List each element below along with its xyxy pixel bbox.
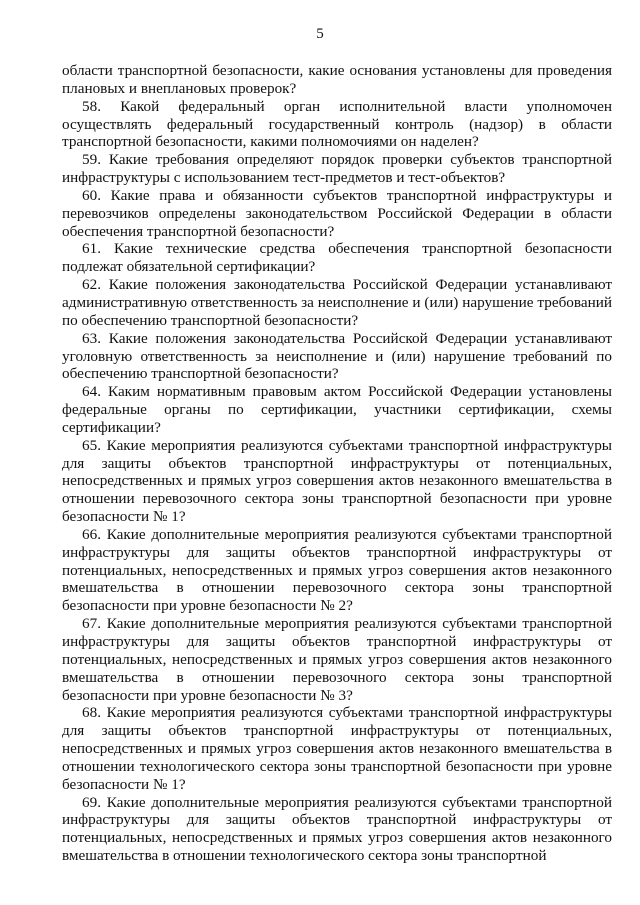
question-61: 61. Какие технические средства обеспечения транспортной безопасности подлежат обязательной сертификации? [62,240,612,276]
question-68: 68. Какие мероприятия реализуются субъектами транспортной инфраструктуры для защиты объектов транспортной инфраструктуры от потенциальных, непосредственных и прямых угроз совершения актов незаконного вмешательства в отношении технологического сектора зоны транспортной безопасности при уровне безопасности № 1? [62,704,612,793]
question-60: 60. Какие права и обязанности субъектов транспортной инфраструктуры и перевозчиков определены законодательством Российской Федерации в области обеспечения транспортной безопасности? [62,186,612,240]
question-66: 66. Какие дополнительные мероприятия реализуются субъектами транспортной инфраструктуры для защиты объектов транспортной инфраструктуры от потенциальных, непосредственных и прямых угроз совершения актов незаконного вмешательства в отношении перевозочного сектора зоны транспортной безопасности при уровне безопасности № 2? [62,525,612,615]
question-59: 59. Какие требования определяют порядок проверки субъектов транспортной инфраструктуры с использованием тест-предметов и тест-объектов? [62,151,612,187]
question-64: 64. Каким нормативным правовым актом Российской Федерации установлены федеральные органы по сертификации, участники сертификации, схемы сертификации? [62,383,612,436]
question-62: 62. Какие положения законодательства Российской Федерации устанавливают административную ответственность за неисполнение и (или) нарушение требований по обеспечению транспортной безопасности? [62,276,612,329]
question-65: 65. Какие мероприятия реализуются субъектами транспортной инфраструктуры для защиты объектов транспортной инфраструктуры от потенциальных, непосредственных и прямых угроз совершения актов незаконного вмешательства в отношении перевозочного сектора зоны транспортной безопасности при уровне безопасности № 1? [62,436,612,526]
document-body [62,62,612,865]
question-69: 69. Какие дополнительные мероприятия реализуются субъектами транспортной инфраструктуры для защиты объектов транспортной инфраструктуры от потенциальных, непосредственных и прямых угроз совершения актов незаконного вмешательства в отношении технологического сектора зоны транспортной [62,793,612,865]
page-number: 5 [316,26,324,42]
paragraph-continuation: области транспортной безопасности, какие основания установлены для проведения плановых и внеплановых проверок? [62,62,612,97]
question-63: 63. Какие положения законодательства Российской Федерации устанавливают уголовную ответственность за неисполнение и (или) нарушение требований по обеспечению транспортной безопасности? [62,329,612,383]
question-67: 67. Какие дополнительные мероприятия реализуются субъектами транспортной инфраструктуры для защиты объектов транспортной инфраструктуры от потенциальных, непосредственных и прямых угроз совершения актов незаконного вмешательства в отношении перевозочного сектора зоны транспортной безопасности при уровне безопасности № 3? [62,615,612,704]
question-58: 58. Какой федеральный орган исполнительной власти уполномочен осуществлять федеральный государственный контроль (надзор) в области транспортной безопасности, какими полномочиями он наделен? [62,97,612,151]
